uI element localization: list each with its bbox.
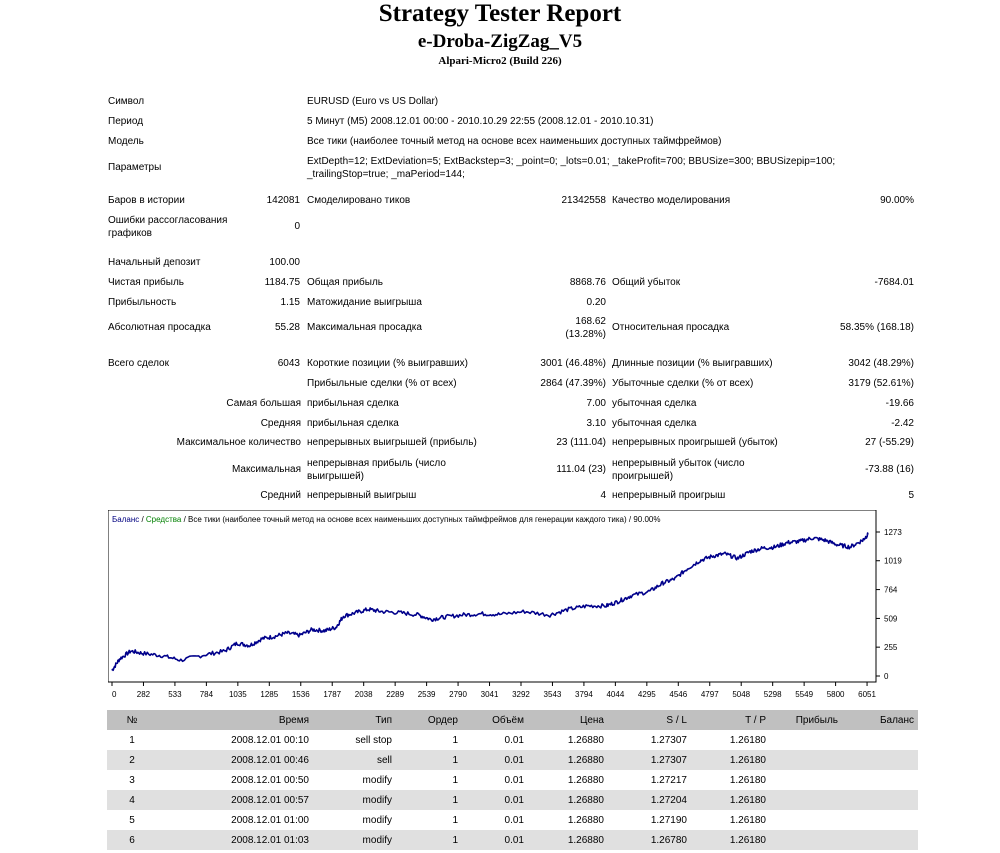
col-sl-cell: 1.27307 <box>608 750 691 770</box>
table-row <box>107 770 918 790</box>
col-tp-cell: 1.26180 <box>691 810 770 830</box>
legend-equity: Средства <box>145 515 182 524</box>
gross-loss-label: Общий убыток <box>612 277 681 288</box>
col-profit-cell <box>770 810 842 830</box>
col-volume-cell: 0.01 <box>462 830 528 850</box>
col-balance-cell <box>842 770 918 790</box>
server-name: Alpari-Micro2 (Build 226) <box>438 55 562 67</box>
maximal-win-value: 111.04 (23) <box>556 464 606 475</box>
model-label: Модель <box>108 136 144 147</box>
col-order-cell: 1 <box>396 790 462 810</box>
col-time-cell: 2008.12.01 01:00 <box>157 810 313 830</box>
quality-value: 90.00% <box>880 195 914 206</box>
col-sl-header: S / L <box>608 710 691 730</box>
x-tick-label: 2790 <box>449 690 467 699</box>
x-tick-label: 2539 <box>417 690 436 699</box>
col-tp-cell: 1.26180 <box>691 790 770 810</box>
payoff-value: 0.20 <box>586 297 606 308</box>
col-sl-cell: 1.27217 <box>608 770 691 790</box>
x-tick-label: 4295 <box>637 690 656 699</box>
col-profit-cell <box>770 730 842 750</box>
col-type-cell: modify <box>313 830 396 850</box>
col-tp-cell: 1.26180 <box>691 750 770 770</box>
y-tick-label: 764 <box>884 585 898 595</box>
col-volume-cell: 0.01 <box>462 750 528 770</box>
col-order-cell: 1 <box>396 730 462 750</box>
mismatch-label-1: Ошибки рассогласования <box>108 215 228 226</box>
quality-label: Качество моделирования <box>612 195 731 206</box>
x-tick-label: 1787 <box>323 690 342 699</box>
table-row <box>107 750 918 770</box>
x-tick-label: 3292 <box>512 690 530 699</box>
report-title: Strategy Tester Report <box>378 0 622 27</box>
col-balance-cell <box>842 750 918 770</box>
col-type-header: Тип <box>313 710 396 730</box>
abs-drawdown-value: 55.28 <box>274 322 300 333</box>
orders-table <box>107 710 918 850</box>
col-tp-header: T / P <box>691 710 770 730</box>
x-tick-label: 5800 <box>826 690 845 699</box>
y-tick-label: 1019 <box>884 556 902 566</box>
col-profit-cell <box>770 750 842 770</box>
x-tick-label: 3041 <box>480 690 499 699</box>
max-count-win-value: 23 (111.04) <box>556 437 606 448</box>
maximal-loss-label-2: проигрышей) <box>612 471 674 482</box>
loss-trades-label: Убыточные сделки (% от всех) <box>612 378 754 389</box>
col-volume-cell: 0.01 <box>462 730 528 750</box>
col-price-cell: 1.26880 <box>528 730 608 750</box>
average-label: Средняя <box>260 418 301 429</box>
x-tick-label: 5298 <box>763 690 782 699</box>
x-tick-label: 4044 <box>606 690 625 699</box>
balance-chart <box>108 510 918 706</box>
x-tick-label: 5549 <box>795 690 814 699</box>
y-tick-label: 255 <box>884 643 898 653</box>
col-sl-cell: 1.27204 <box>608 790 691 810</box>
x-tick-label: 3543 <box>543 690 562 699</box>
col-balance-header: Баланс <box>842 710 918 730</box>
balance-chart-svg <box>108 510 918 706</box>
col-volume-header: Объём <box>462 710 528 730</box>
mismatch-label-2: графиков <box>108 228 152 239</box>
x-tick-label: 6051 <box>858 690 876 699</box>
x-tick-label: 1035 <box>228 690 247 699</box>
x-tick-label: 0 <box>112 690 117 699</box>
col-number-cell: 5 <box>107 810 157 830</box>
average-loss-label: убыточная сделка <box>612 418 697 429</box>
avg-consecutive-loss-value: 5 <box>908 490 914 501</box>
avg-consecutive-label: Средний <box>260 490 301 501</box>
maximal-win-label-2: выигрышей) <box>307 471 364 482</box>
expert-name: e-Droba-ZigZag_V5 <box>417 31 583 52</box>
col-type-cell: modify <box>313 790 396 810</box>
net-profit-label: Чистая прибыль <box>108 277 184 288</box>
chart-x-ticks <box>112 682 877 699</box>
col-type-cell: sell <box>313 750 396 770</box>
params-line-2: _trailingStop=true; _maPeriod=144; <box>307 169 465 180</box>
col-tp-cell: 1.26180 <box>691 730 770 750</box>
profit-factor-label: Прибыльность <box>108 297 177 308</box>
x-tick-label: 784 <box>199 690 214 699</box>
col-volume-cell: 0.01 <box>462 770 528 790</box>
col-time-cell: 2008.12.01 00:46 <box>157 750 313 770</box>
symbol-value: EURUSD (Euro vs US Dollar) <box>307 96 439 107</box>
maximal-loss-label-1: непрерывный убыток (число <box>612 458 745 469</box>
col-type-cell: modify <box>313 770 396 790</box>
legend-rest: / Все тики (наиболее точный метод на основе всех наименьших доступных таймфреймов для генерации каждого тика) / 90.00% <box>181 515 661 524</box>
x-tick-label: 4797 <box>700 690 719 699</box>
largest-win-value: 7.00 <box>586 398 606 409</box>
col-time-cell: 2008.12.01 00:50 <box>157 770 313 790</box>
deposit-value: 100.00 <box>269 257 300 268</box>
x-tick-label: 1536 <box>291 690 310 699</box>
mismatch-value: 0 <box>294 221 300 232</box>
legend-sep: / <box>139 515 146 524</box>
symbol-label: Символ <box>108 96 145 107</box>
col-volume-cell: 0.01 <box>462 810 528 830</box>
largest-loss-value: -19.66 <box>885 398 914 409</box>
short-positions-label: Короткие позиции (% выигравших) <box>307 358 468 369</box>
x-tick-label: 2038 <box>354 690 373 699</box>
average-win-value: 3.10 <box>586 418 606 429</box>
col-time-cell: 2008.12.01 01:03 <box>157 830 313 850</box>
maximal-win-label-1: непрерывная прибыль (число <box>307 458 446 469</box>
x-tick-label: 2289 <box>386 690 405 699</box>
largest-loss-label: убыточная сделка <box>612 398 697 409</box>
col-profit-cell <box>770 770 842 790</box>
bars-value: 142081 <box>266 195 300 206</box>
profit-trades-label: Прибыльные сделки (% от всех) <box>307 378 457 389</box>
max-drawdown-label: Максимальная просадка <box>307 322 422 333</box>
col-order-cell: 1 <box>396 830 462 850</box>
total-trades-label: Всего сделок <box>108 358 169 369</box>
max-drawdown-value-1: 168.62 <box>575 316 606 327</box>
avg-consecutive-win-value: 4 <box>600 490 606 501</box>
params-label: Параметры <box>108 162 162 173</box>
col-balance-cell <box>842 810 918 830</box>
col-balance-cell <box>842 790 918 810</box>
col-price-cell: 1.26880 <box>528 750 608 770</box>
col-price-cell: 1.26880 <box>528 790 608 810</box>
col-profit-cell <box>770 830 842 850</box>
profit-factor-value: 1.15 <box>280 297 300 308</box>
col-time-header: Время <box>157 710 313 730</box>
chart-y-ticks <box>876 528 902 681</box>
maximal-label: Максимальная <box>231 464 301 475</box>
col-profit-header: Прибыль <box>770 710 842 730</box>
orders-header-row <box>107 710 918 730</box>
profit-trades-value: 2864 (47.39%) <box>540 378 606 389</box>
gross-loss-value: -7684.01 <box>874 277 914 288</box>
col-time-cell: 2008.12.01 00:10 <box>157 730 313 750</box>
col-price-cell: 1.26880 <box>528 770 608 790</box>
loss-trades-value: 3179 (52.61%) <box>848 378 914 389</box>
col-number-cell: 4 <box>107 790 157 810</box>
total-trades-value: 6043 <box>277 358 300 369</box>
col-profit-cell <box>770 790 842 810</box>
deposit-label: Начальный депозит <box>108 257 201 268</box>
chart-legend <box>112 515 660 524</box>
table-row <box>107 830 918 850</box>
bars-label: Баров в истории <box>108 195 185 206</box>
table-row <box>107 730 918 750</box>
maximal-loss-value: -73.88 (16) <box>865 464 914 475</box>
col-type-cell: modify <box>313 810 396 830</box>
max-count-loss-label: непрерывных проигрышей (убыток) <box>612 437 778 448</box>
col-order-cell: 1 <box>396 770 462 790</box>
abs-drawdown-label: Абсолютная просадка <box>108 322 211 333</box>
col-order-cell: 1 <box>396 750 462 770</box>
col-number-cell: 1 <box>107 730 157 750</box>
col-price-header: Цена <box>528 710 608 730</box>
long-positions-label: Длинные позиции (% выигравших) <box>612 358 773 369</box>
rel-drawdown-value: 58.35% (168.18) <box>840 322 914 333</box>
col-price-cell: 1.26880 <box>528 810 608 830</box>
y-tick-label: 0 <box>884 672 889 681</box>
col-balance-cell <box>842 730 918 750</box>
x-tick-label: 533 <box>168 690 182 699</box>
col-number-cell: 3 <box>107 770 157 790</box>
y-tick-label: 509 <box>884 614 898 624</box>
max-count-loss-value: 27 (-55.29) <box>865 437 914 448</box>
col-tp-cell: 1.26180 <box>691 830 770 850</box>
period-label: Период <box>108 116 144 127</box>
ticks-label: Смоделировано тиков <box>307 195 411 206</box>
col-sl-cell: 1.27307 <box>608 730 691 750</box>
average-loss-value: -2.42 <box>891 418 914 429</box>
col-sl-cell: 1.27190 <box>608 810 691 830</box>
x-tick-label: 282 <box>136 690 151 699</box>
y-tick-label: 1273 <box>884 528 902 537</box>
col-sl-cell: 1.26780 <box>608 830 691 850</box>
max-drawdown-value-2: (13.28%) <box>565 329 606 340</box>
col-tp-cell: 1.26180 <box>691 770 770 790</box>
params-line-1: ExtDepth=12; ExtDeviation=5; ExtBackstep=3; _point=0; _lots=0.01; _takeProfit=700; BBUSize=300; BBUSizepip=100; <box>307 156 836 167</box>
col-order-header: Ордер <box>396 710 462 730</box>
average-win-label: прибыльная сделка <box>307 418 399 429</box>
legend-balance: Баланс <box>112 515 140 524</box>
col-type-cell: sell stop <box>313 730 396 750</box>
period-value: 5 Минут (M5) 2008.12.01 00:00 - 2010.10.29 22:55 (2008.12.01 - 2010.10.31) <box>307 116 654 127</box>
rel-drawdown-label: Относительная просадка <box>612 322 730 333</box>
gross-profit-value: 8868.76 <box>569 277 606 288</box>
long-positions-value: 3042 (48.29%) <box>848 358 914 369</box>
col-price-cell: 1.26880 <box>528 830 608 850</box>
avg-consecutive-win-label: непрерывный выигрыш <box>307 490 417 501</box>
ticks-value: 21342558 <box>561 195 606 206</box>
x-tick-label: 3794 <box>575 690 593 699</box>
max-count-win-label: непрерывных выигрышей (прибыль) <box>307 437 477 448</box>
model-value: Все тики (наиболее точный метод на основе всех наименьших доступных таймфреймов) <box>307 136 722 147</box>
chart-plot-area <box>108 510 876 682</box>
col-number-header: № <box>107 710 157 730</box>
largest-label: Самая большая <box>226 398 301 409</box>
net-profit-value: 1184.75 <box>264 277 300 288</box>
gross-profit-label: Общая прибыль <box>307 277 384 288</box>
x-tick-label: 5048 <box>732 690 751 699</box>
largest-win-label: прибыльная сделка <box>307 398 399 409</box>
avg-consecutive-loss-label: непрерывный проигрыш <box>612 490 726 501</box>
payoff-label: Матожидание выигрыша <box>307 297 422 308</box>
max-count-label: Максимальное количество <box>176 437 301 448</box>
col-number-cell: 2 <box>107 750 157 770</box>
col-order-cell: 1 <box>396 810 462 830</box>
x-tick-label: 4546 <box>669 690 688 699</box>
col-number-cell: 6 <box>107 830 157 850</box>
x-tick-label: 1285 <box>260 690 279 699</box>
table-row <box>107 810 918 830</box>
table-row <box>107 790 918 810</box>
col-volume-cell: 0.01 <box>462 790 528 810</box>
short-positions-value: 3001 (46.48%) <box>540 358 606 369</box>
col-balance-cell <box>842 830 918 850</box>
col-time-cell: 2008.12.01 00:57 <box>157 790 313 810</box>
